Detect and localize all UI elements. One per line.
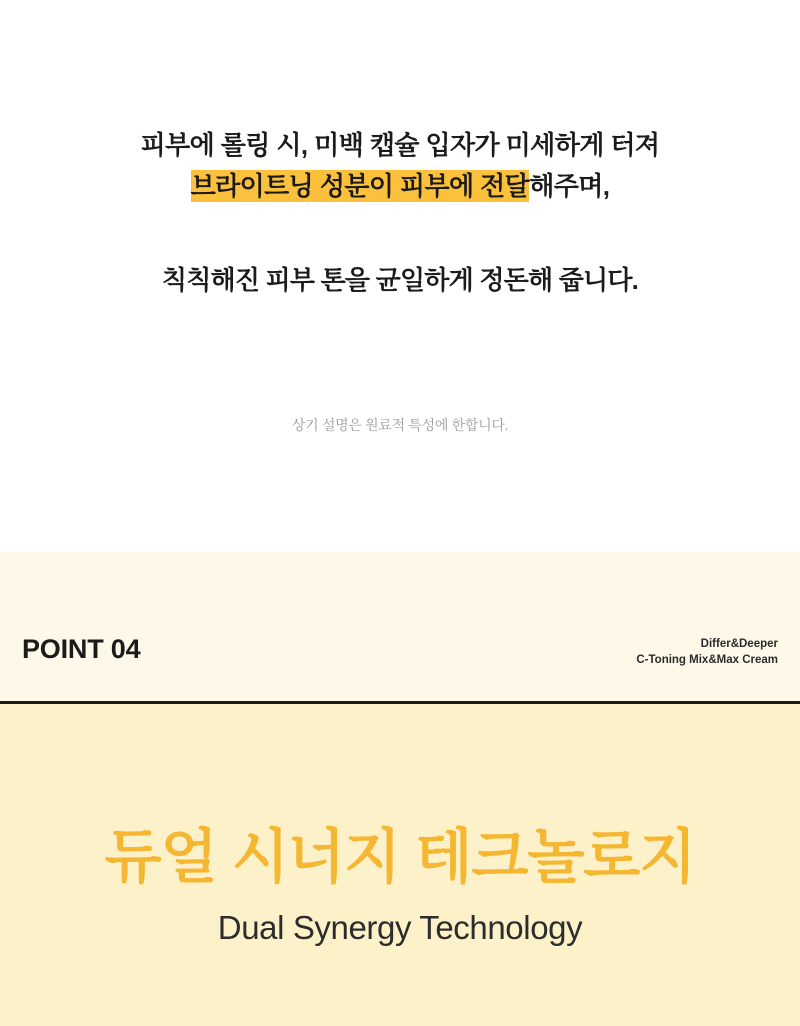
point-label: POINT 04	[22, 634, 141, 664]
description-line-1: 피부에 롤링 시, 미백 캡슐 입자가 미세하게 터져	[140, 130, 660, 160]
description-block	[0, 128, 800, 297]
description-line-2-rest: 해주며,	[529, 171, 610, 202]
title-band	[0, 704, 800, 1026]
title-korean: 듀얼 시너지 테크놀로지	[104, 824, 696, 890]
description-line-2	[0, 169, 800, 204]
product-brand: Differ&Deeper	[700, 638, 778, 650]
footnote-text: 상기 설명은 원료적 특성에 한합니다.	[291, 417, 509, 433]
highlighted-phrase: 브라이트닝 성분이 피부에 전달	[190, 171, 530, 202]
description-line-3: 칙칙해진 피부 톤을 균일하게 정돈해 줍니다.	[161, 265, 639, 296]
product-name-block	[636, 637, 778, 668]
product-title: C-Toning Mix&Max Cream	[636, 653, 778, 666]
point-band	[0, 552, 800, 704]
title-english: Dual Synergy Technology	[217, 909, 583, 946]
